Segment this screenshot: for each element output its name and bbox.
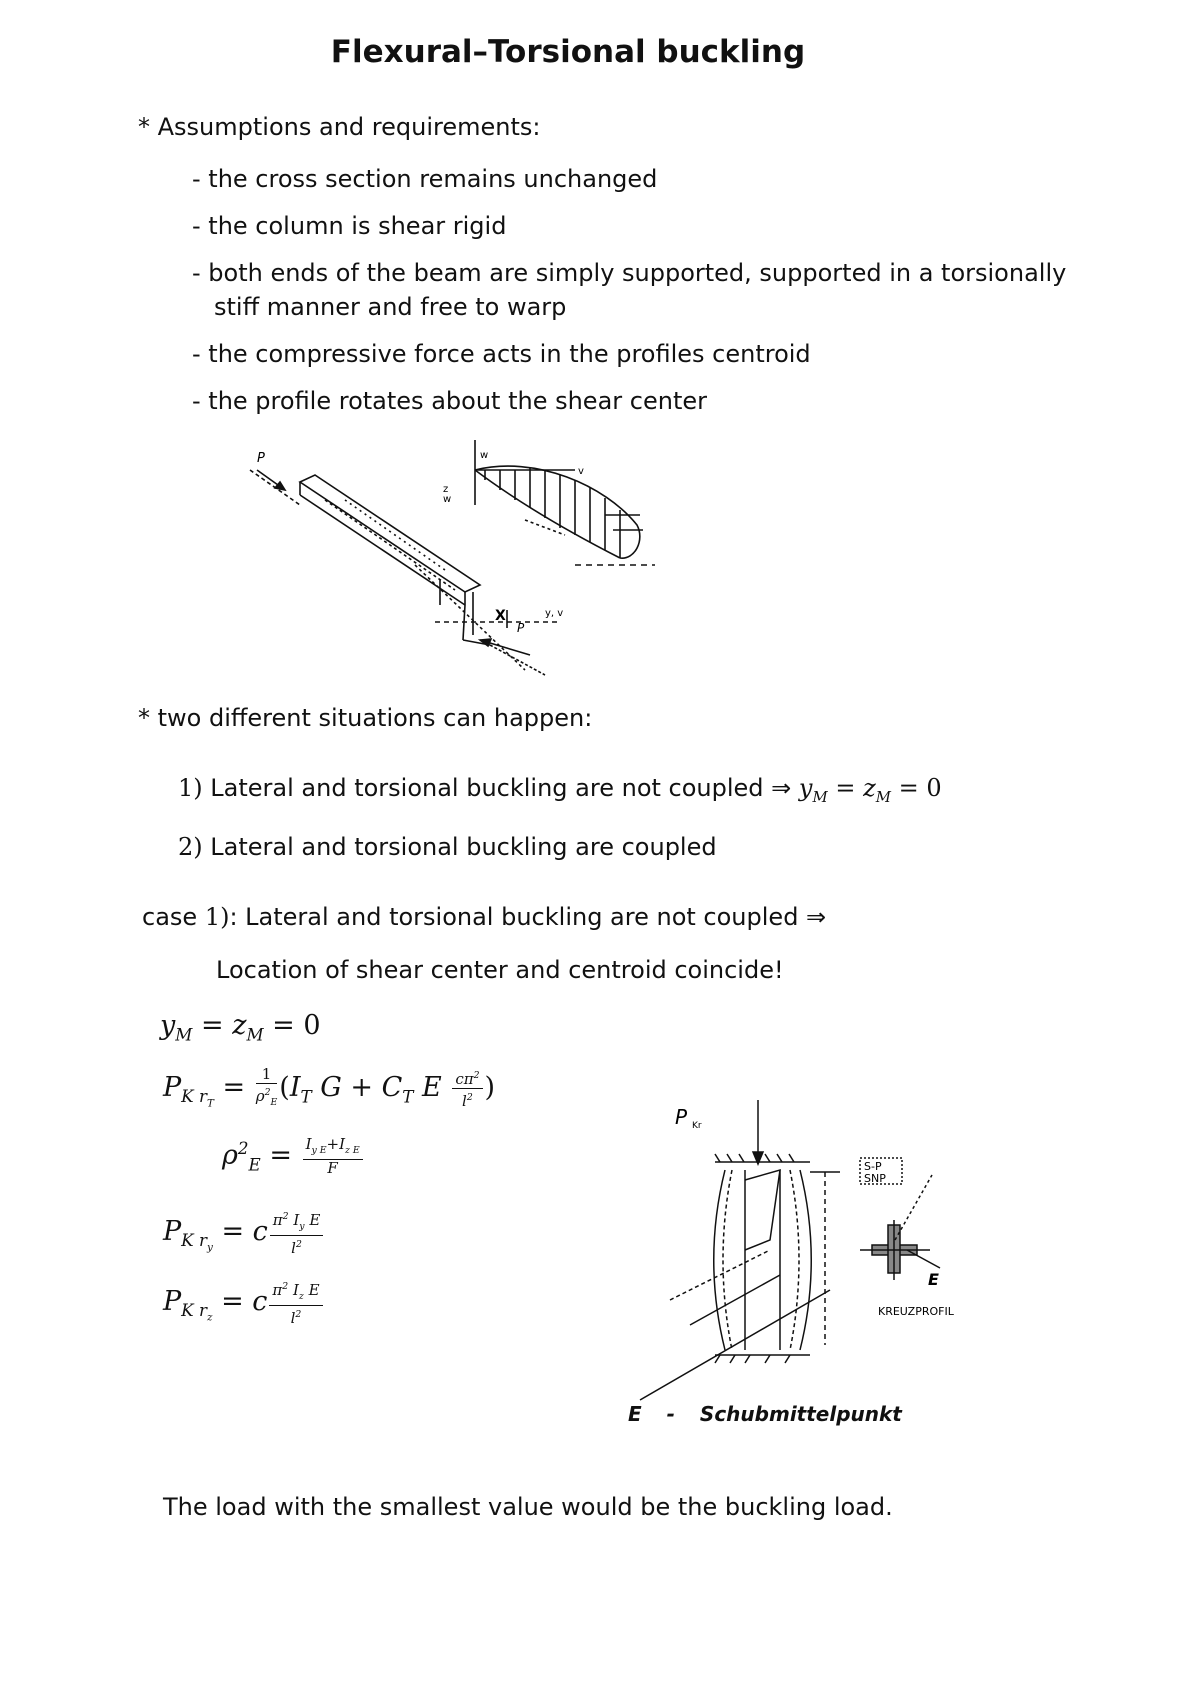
situations-heading: * two different situations can happen: (138, 704, 593, 732)
situation-2 (178, 832, 717, 862)
w-label-2: w (443, 494, 452, 505)
assumptions-heading: * Assumptions and requirements: (138, 113, 541, 141)
assumption-item: - both ends of the beam are simply supported, supported in a torsionally (192, 259, 1067, 287)
v-label: v (578, 466, 584, 477)
column-cross-section-figure (620, 1090, 1040, 1420)
snp-label: SNP (864, 1172, 886, 1185)
page-title: Flexural–Torsional buckling (330, 34, 806, 70)
beam-buckling-figure (245, 440, 705, 680)
assumption-item: - the compressive force acts in the profiles centroid (192, 340, 811, 368)
case-prefix: case (142, 903, 198, 931)
load-label: P (675, 1105, 688, 1129)
yv-label: y, v (545, 608, 564, 619)
legend-dash: - (666, 1402, 675, 1426)
situation-1-number: 1) (178, 774, 203, 802)
equation-p-kry: $P_{K r_y} = c$ $\frac{\pi^2 I_y E}{l^2}$ (163, 1208, 325, 1257)
cross-profile-label: KREUZPROFIL (878, 1305, 954, 1318)
case-number: 1) (204, 903, 230, 931)
legend-text: Schubmittelpunkt (699, 1402, 902, 1426)
case-text: : Lateral and torsional buckling are not coupled ⇒ (229, 903, 827, 931)
equation-p-krt: $P_{K r_T}$ = $\frac{1}{\rho^2_E}$ ($I_T$ $G + C_T$ E $\frac{c\pi^2}{l^2}$ ) (163, 1065, 496, 1110)
equation-ym-zm: $y_M = z_M = 0$ (160, 1010, 321, 1045)
shear-center-label: E (928, 1270, 939, 1289)
assumption-item: - the column is shear rigid (192, 212, 507, 240)
equation-p-krz: $P_{K r_z} = c$ $\frac{\pi^2 I_z E}{l^2}$ (163, 1278, 325, 1327)
load-subscript: Kr (692, 1121, 702, 1131)
situation-2-number: 2) (178, 833, 203, 861)
assumption-item: - the profile rotates about the shear center (192, 387, 707, 415)
x-label: X (495, 608, 506, 624)
assumption-item-continued: stiff manner and free to warp (214, 293, 567, 321)
legend-symbol: E (628, 1402, 642, 1426)
load-label-top: P (257, 451, 265, 466)
load-label-bottom: P (517, 621, 525, 635)
shear-center-legend (628, 1402, 902, 1426)
assumption-item: - the cross section remains unchanged (192, 165, 658, 193)
equation-rho: $\rho^2_E$ = $\frac{I_{y E}+I_{z E}}{F}$ (222, 1136, 365, 1177)
z-label: z (443, 484, 449, 495)
coupling-equation: $y_M = z_M = 0$ (798, 774, 942, 806)
sp-label: S-P (864, 1160, 882, 1173)
situation-1 (178, 773, 942, 812)
case-1-heading (142, 902, 826, 932)
w-label: w (480, 450, 489, 461)
situation-2-text: Lateral and torsional buckling are coupled (210, 833, 717, 861)
situation-1-text: Lateral and torsional buckling are not coupled ⇒ (210, 774, 792, 802)
beam-top-face (300, 475, 480, 592)
location-statement: Location of shear center and centroid coincide! (216, 956, 784, 984)
conclusion: The load with the smallest value would be the buckling load. (163, 1493, 893, 1521)
